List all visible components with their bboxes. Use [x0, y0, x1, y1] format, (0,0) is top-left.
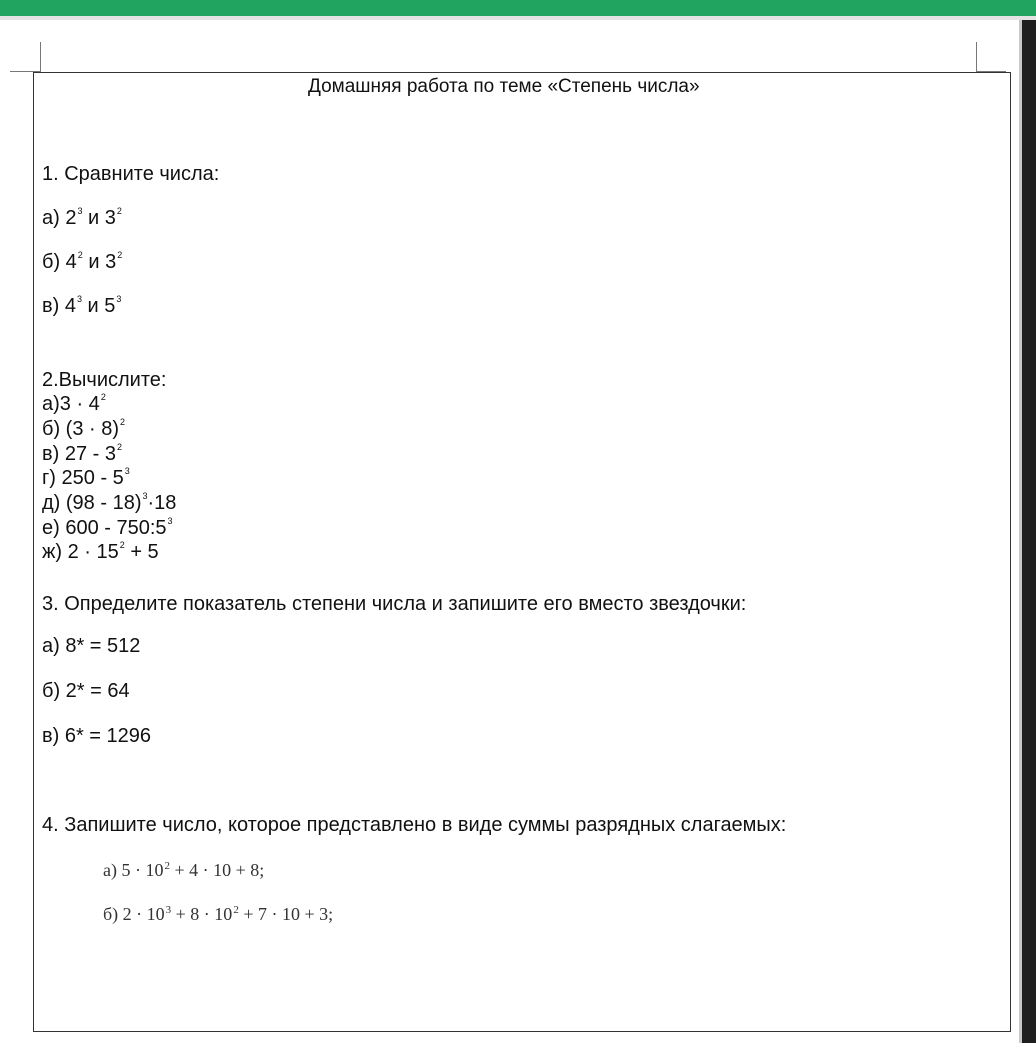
document-page[interactable]	[33, 72, 1011, 1032]
task3-heading: 3. Определите показатель степени числа и запишите его вместо звездочки:	[42, 593, 747, 615]
task3-item-b: б) 2* = 64	[42, 680, 130, 702]
margin-guide-top-left-vertical	[40, 42, 41, 72]
task3-item-a: а) 8* = 512	[42, 635, 141, 657]
task1-heading: 1. Сравните числа:	[42, 163, 220, 185]
task2-item-f: е) $600 - 750:5^3$	[42, 516, 173, 539]
task4-heading: 4. Запишите число, которое представлено в виде суммы разрядных слагаемых:	[42, 814, 787, 836]
margin-guide-top-right-vertical	[976, 42, 977, 72]
window-right-edge	[1022, 20, 1036, 1043]
task3-item-c: в) 6* = 1296	[42, 725, 152, 747]
window-top-bar	[0, 0, 1036, 16]
task2-item-c: в) $27 - 3^2$	[42, 442, 122, 465]
document-title: Домашняя работа по теме «Степень числа»	[308, 76, 700, 97]
task2-item-b: б) $(3 \cdot 8)^2$	[42, 417, 126, 440]
task2-item-d: г) $250 - 5^3$	[42, 466, 130, 489]
task2-item-e: д) (98 - 18)$^3$·18	[42, 491, 177, 514]
task2-item-g: ж) $2 \cdot 15^2 + 5$	[42, 540, 159, 563]
task2-heading: 2.Вычислите:	[42, 369, 167, 391]
task1-item-b: б) $4^2$ и $3^2$	[42, 250, 123, 273]
toolbar-divider	[0, 16, 1036, 20]
task4-item-a: а) $5 \cdot 10^2 + 4 \cdot 10 + 8$;	[103, 860, 265, 880]
task1-item-c: в) $4^3$ и $5^3$	[42, 294, 122, 317]
task1-item-a: а) $2^3$ и $3^2$	[42, 206, 122, 229]
task4-item-b: б) $2 \cdot 10^3 + 8 \cdot 10^2 + 7 \cdot 10 + 3$;	[103, 904, 334, 924]
task2-item-a: $а)3 \cdot 4^2$	[42, 392, 106, 415]
